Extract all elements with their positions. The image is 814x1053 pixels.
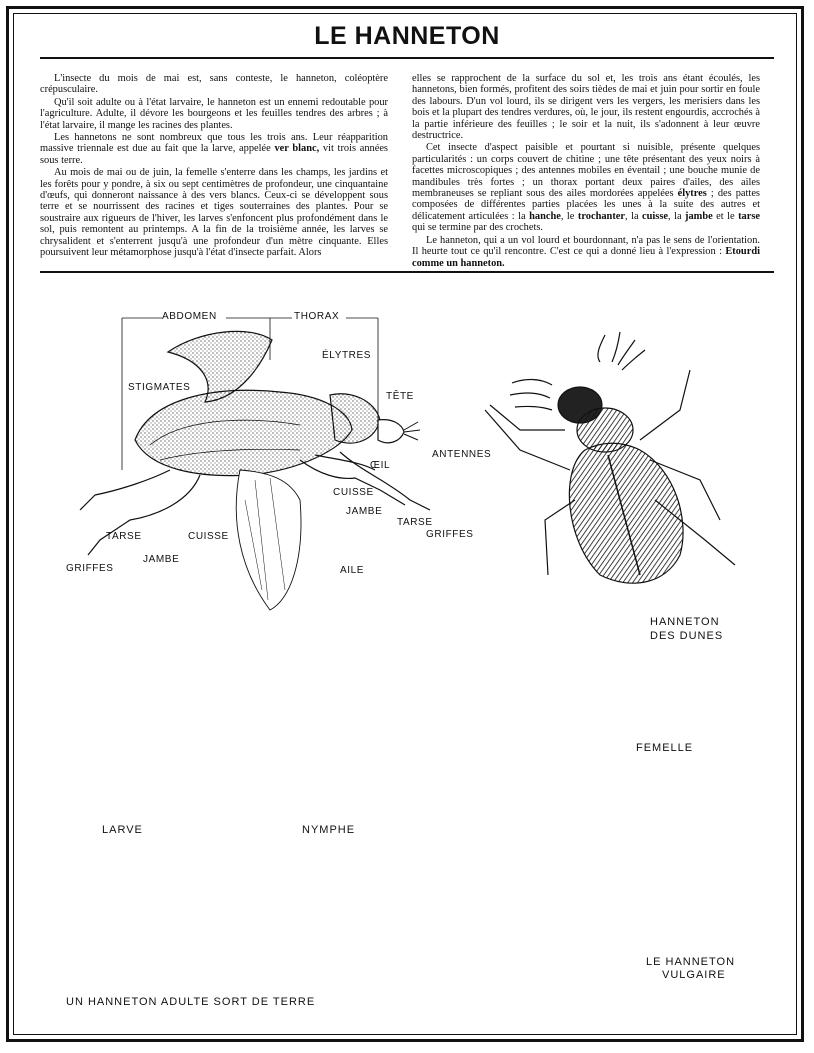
paragraph-triennial: Les hannetons ne sont nombreux que tous les trois ans. Leur réapparition massive triennale est due au fait que la larve, appelée ver blanc, vit trois années sous terre. [40, 132, 388, 166]
caption-larve: LARVE [102, 824, 143, 836]
label-jambe-back: JAMBE [143, 554, 180, 565]
caption-nymphe: NYMPHE [302, 824, 356, 836]
label-tete: TÊTE [386, 391, 414, 402]
caption-vulgaire-line2: VULGAIRE [662, 969, 726, 981]
label-tarse-back: TARSE [106, 531, 142, 542]
label-griffes-front: GRIFFES [426, 529, 474, 540]
page-title: LE HANNETON [314, 22, 500, 50]
label-thorax: THORAX [294, 311, 340, 322]
label-cuisse-front: CUISSE [333, 487, 374, 498]
paragraph-enemy: Qu'il soit adulte ou à l'état larvaire, le hanneton est un ennemi redoutable pour l'agriculture. Adulte, il dévore les bourgeons et les feuilles tendres des arbres ; à l'état larvaire, il mange les racines des plantes. [40, 96, 388, 131]
paragraph-lifecycle: Au mois de mai ou de juin, la femelle s'enterre dans les champs, les jardins et les forêts pour y pondre, à six ou sept centimètres de profondeur, une cinquantaine d'œufs, qui donneront naissance à des vers blancs. Ceux-ci se développent sous terre et se nourrissent des racines et tiges souterraines des plantes. Pour se soustraire aux rigueurs de l'hiver, les larves s'enfoncent plus profondément dans le sol, puis remontent au printemps. A la fin de la troisième année, les larves se chrysalident et s'enterrent jusqu'à une profondeur d'un mètre cinquante. Elles poursuivent leur métamorphose jusqu'à l'état d'insecte parfait. Alors [40, 167, 388, 259]
paragraph-intro: L'insecte du mois de mai est, sans conteste, le hanneton, coléoptère crépusculaire. [40, 73, 388, 96]
paragraph-emergence: elles se rapprochent de la surface du sol et, les trois ans étant écoulés, les hannetons, bien formés, profitent des soirs tièdes de mai et juin pour sortir en foule des labours. D'un vol lourd, ils se dirigent vers les vergers, les merisiers dans les bois et la plupart des tendres verdures, où, le jour, ils restent engourdis, accrochés à la partie inférieure des feuilles ; le soir et la nuit, ils s'adonnent à leur œuvre destructrice. [412, 73, 760, 142]
caption-vulgaire-line1: LE HANNETON [646, 956, 736, 968]
label-cuisse-back: CUISSE [188, 531, 229, 542]
ver-blanc-term: ver blanc, [274, 143, 320, 155]
label-aile: AILE [340, 565, 365, 576]
paragraph-anatomy: Cet insecte d'aspect paisible et pourtant si nuisible, présente quelques particularités : un corps couvert de chitine ; une tête présentant des yeux noirs à facettes microscopiques ; des antennes mobiles en éventail ; une bouche munie de mandibules très fortes ; un thorax portant deux paires d'ailes, des ailes membraneuses se repliant sous des ailes mordorées appelées élytres ; des pattes composées de différentes parties placées les unes à la suite des autres et délicatement articulées : la hanche, le trochanter, la cuisse, la jambe et le tarse qui se termine par des crochets. [412, 142, 761, 234]
label-griffes-back: GRIFFES [66, 563, 114, 574]
caption-dunes-line2: DES DUNES [650, 630, 724, 642]
label-oeil: ŒIL [370, 460, 391, 471]
paragraph-expression: Le hanneton, qui a un vol lourd et bourdonnant, n'a pas le sens de l'orientation. Il heurte tout ce qu'il rencontre. C'est ce qui a donné lieu à l'expression : Etourdi comme un hanneton. [412, 234, 760, 269]
label-elytres: ÉLYTRES [322, 350, 372, 361]
label-tarse-front: TARSE [397, 517, 433, 528]
label-stigmates: STIGMATES [128, 382, 191, 393]
caption-adulte-sort-de-terre: UN HANNETON ADULTE SORT DE TERRE [66, 996, 316, 1008]
caption-dunes-line1: HANNETON [650, 616, 720, 628]
label-jambe-front: JAMBE [346, 506, 383, 517]
caption-femelle: FEMELLE [636, 742, 694, 754]
label-antennes: ANTENNES [432, 449, 492, 460]
expression-text: Etourdi comme un hanneton. [412, 246, 760, 269]
hanneton-des-dunes-drawing [485, 332, 735, 583]
label-abdomen: ABDOMEN [162, 311, 217, 322]
